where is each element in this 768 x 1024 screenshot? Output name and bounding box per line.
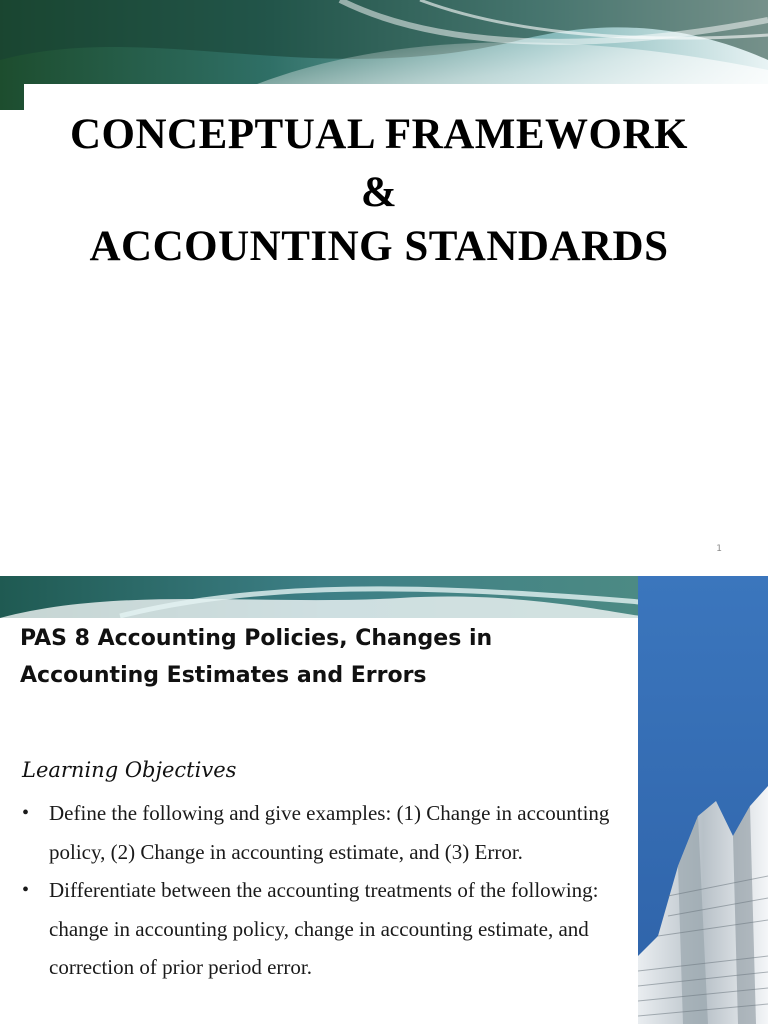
slide-2	[0, 576, 768, 1024]
slide-title: PAS 8 Accounting Policies, Changes in Accounting Estimates and Errors	[20, 626, 493, 688]
building-photo	[638, 576, 768, 1024]
section-heading: Learning Objectives	[22, 758, 237, 782]
title-line-1: CONCEPTUAL FRAMEWORK	[70, 111, 688, 158]
title-line-3: ACCOUNTING STANDARDS	[89, 223, 669, 270]
list-item	[20, 871, 632, 987]
wave-banner-decoration	[0, 576, 640, 618]
title-line-2: &	[360, 169, 398, 216]
slide-number: 1	[716, 544, 722, 554]
slide-divider	[0, 566, 768, 576]
list-item-text: Differentiate between the accounting treatments of the following: change in accounting policy, change in accounting estimate, and correction of prior period error.	[49, 878, 599, 979]
list-item-text: Define the following and give examples: (1) Change in accounting policy, (2) Change in accounting estimate, and (3) Error.	[49, 801, 610, 864]
list-item	[20, 794, 632, 871]
title-block	[24, 84, 768, 284]
objectives-list	[20, 794, 632, 987]
bullet-icon: •	[22, 879, 30, 901]
bullet-icon: •	[22, 802, 30, 824]
